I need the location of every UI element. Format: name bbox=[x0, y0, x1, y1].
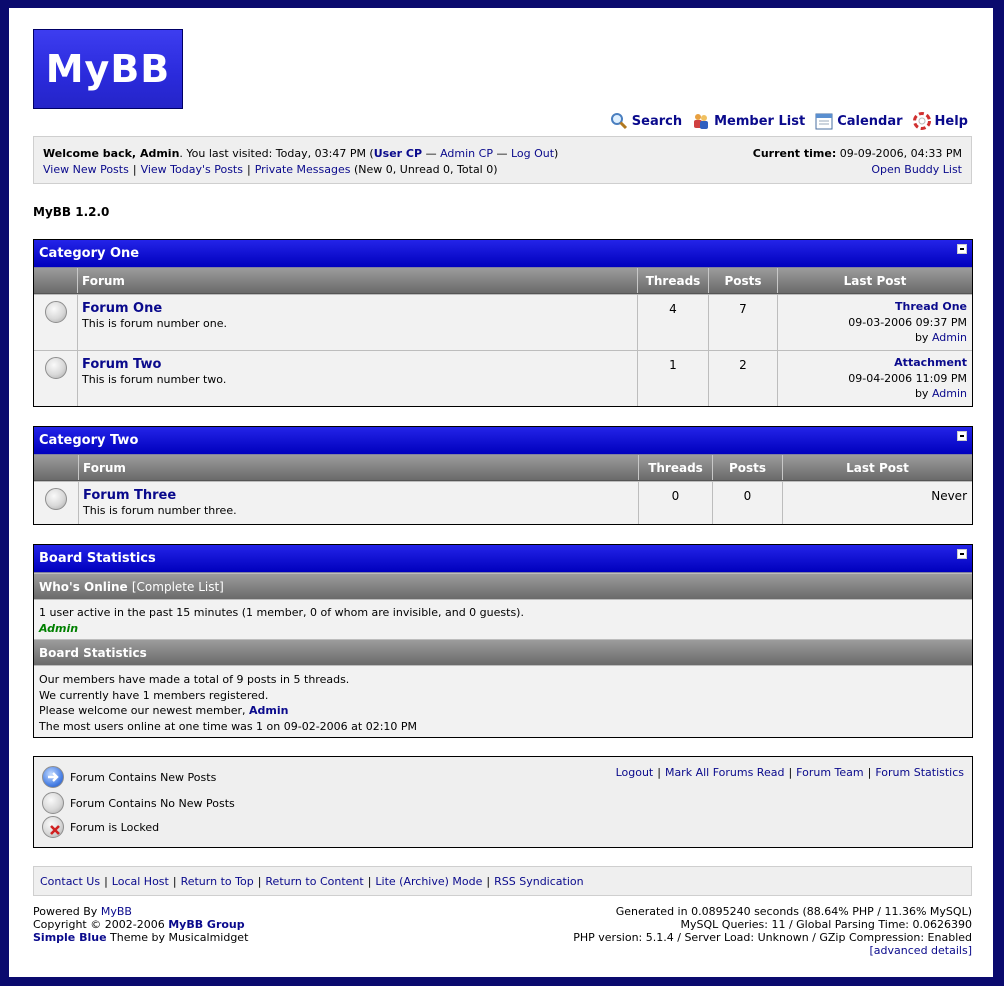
legend-links bbox=[616, 766, 964, 779]
forum-row bbox=[34, 350, 972, 406]
online-user-link[interactable]: Admin bbox=[39, 621, 79, 635]
threads-column-header: Threads bbox=[637, 268, 708, 293]
by-label: by bbox=[914, 387, 932, 400]
mybb-logo[interactable] bbox=[33, 29, 183, 109]
stats-title: Board Statistics bbox=[39, 551, 156, 566]
forum-description: This is forum number one. bbox=[82, 317, 227, 330]
category-two-table bbox=[33, 426, 973, 525]
welcome-greeting: Welcome back, Admin bbox=[43, 147, 180, 160]
collapse-icon[interactable] bbox=[957, 244, 967, 254]
thread-count: 4 bbox=[637, 295, 708, 350]
debug-info bbox=[573, 905, 972, 957]
category-header bbox=[34, 240, 972, 268]
board-statistics-table bbox=[33, 544, 973, 738]
rss-syndication-link[interactable]: RSS Syndication bbox=[494, 874, 584, 888]
separator: | bbox=[246, 163, 251, 176]
posts-column-header: Posts bbox=[708, 268, 777, 293]
forum-status bbox=[34, 351, 77, 406]
separator: | bbox=[788, 766, 793, 779]
forum-row bbox=[34, 481, 972, 524]
members-registered-text: We currently have 1 members registered. bbox=[39, 688, 269, 702]
separator: | bbox=[867, 766, 872, 779]
posts-column-header: Posts bbox=[712, 455, 782, 480]
lite-archive-link[interactable]: Lite (Archive) Mode bbox=[375, 874, 483, 888]
category-title[interactable]: Category Two bbox=[39, 433, 139, 448]
forum-cell bbox=[78, 482, 638, 524]
legend-locked-label: Forum is Locked bbox=[70, 820, 160, 834]
forum-statistics-link[interactable]: Forum Statistics bbox=[875, 766, 964, 779]
paren: ) bbox=[554, 147, 559, 160]
member-list-link[interactable] bbox=[692, 112, 805, 130]
help-link[interactable] bbox=[913, 112, 968, 130]
posts-total-text: Our members have made a total of 9 posts in 5 threads. bbox=[39, 673, 350, 686]
stats-body bbox=[34, 665, 972, 737]
category-header bbox=[34, 427, 972, 455]
icon-column-header bbox=[34, 455, 78, 480]
advanced-details-link[interactable]: [advanced details] bbox=[869, 944, 972, 957]
separator: | bbox=[257, 874, 262, 888]
forum-name-link[interactable]: Forum Three bbox=[83, 488, 177, 503]
members-icon bbox=[692, 112, 710, 130]
by-label: by bbox=[914, 331, 932, 344]
generation-time: Generated in 0.0895240 seconds (88.64% PHP / 11.36% MySQL) bbox=[615, 905, 972, 918]
forum-legend bbox=[33, 756, 973, 848]
new-posts-icon bbox=[42, 766, 64, 788]
whos-online-body bbox=[34, 599, 972, 639]
last-post-date: 09-04-2006 11:09 PM bbox=[848, 371, 967, 385]
powered-by-text: Powered By bbox=[33, 905, 101, 918]
forum-status bbox=[34, 482, 78, 524]
last-visited-text: . You last visited: Today, 03:47 PM ( bbox=[179, 147, 374, 160]
page bbox=[9, 8, 993, 977]
threads-column-header: Threads bbox=[638, 455, 712, 480]
view-todays-posts-link[interactable]: View Today's Posts bbox=[140, 163, 243, 176]
forum-row bbox=[34, 294, 972, 350]
help-label: Help bbox=[934, 113, 968, 129]
local-host-link[interactable]: Local Host bbox=[111, 874, 169, 888]
post-count: 2 bbox=[708, 351, 777, 406]
calendar-link[interactable] bbox=[815, 112, 902, 130]
return-to-top-link[interactable]: Return to Top bbox=[180, 874, 254, 888]
admin-cp-link[interactable]: Admin CP bbox=[440, 147, 493, 160]
board-version: MyBB 1.2.0 bbox=[33, 205, 110, 219]
separator: | bbox=[486, 874, 491, 888]
column-headers bbox=[34, 455, 972, 481]
last-post-user-link[interactable]: Admin bbox=[931, 387, 967, 400]
legend-none bbox=[42, 792, 235, 814]
welcome-panel bbox=[33, 136, 972, 184]
post-count: 0 bbox=[712, 482, 782, 524]
pm-counts: (New 0, Unread 0, Total 0) bbox=[350, 163, 498, 176]
private-messages-link[interactable]: Private Messages bbox=[254, 163, 351, 176]
top-links bbox=[610, 112, 968, 130]
logo-text: MyBB bbox=[45, 47, 171, 91]
stats-header bbox=[34, 545, 972, 573]
welcome-left bbox=[43, 146, 558, 178]
current-time-value: 09-09-2006, 04:33 PM bbox=[836, 147, 962, 160]
whos-online-header bbox=[34, 573, 972, 599]
copyright bbox=[33, 905, 248, 944]
view-new-posts-link[interactable]: View New Posts bbox=[43, 163, 129, 176]
mybb-group-link[interactable]: MyBB Group bbox=[168, 918, 245, 931]
theme-link[interactable]: Simple Blue bbox=[33, 931, 107, 944]
welcome-right bbox=[753, 146, 962, 178]
locked-icon bbox=[42, 816, 64, 838]
contact-us-link[interactable]: Contact Us bbox=[40, 874, 101, 888]
last-post-user-link[interactable]: Admin bbox=[931, 331, 967, 344]
member-list-label: Member List bbox=[714, 113, 806, 129]
logout-link[interactable]: Log Out bbox=[510, 147, 555, 160]
legend-none-label: Forum Contains No New Posts bbox=[70, 796, 235, 810]
newest-member-text: Please welcome our newest member, bbox=[39, 704, 249, 717]
separator: | bbox=[657, 766, 661, 779]
forum-name-link[interactable]: Forum Two bbox=[82, 357, 162, 372]
separator: — bbox=[422, 147, 441, 160]
newest-member-link[interactable]: Admin bbox=[249, 704, 289, 717]
active-users-text: 1 user active in the past 15 minutes (1 member, 0 of whom are invisible, and 0 guests). bbox=[39, 606, 524, 619]
search-icon bbox=[610, 112, 628, 130]
search-label: Search bbox=[631, 113, 683, 129]
forum-name-link[interactable]: Forum One bbox=[82, 301, 163, 316]
user-cp-link[interactable]: User CP bbox=[373, 147, 423, 160]
separator: | bbox=[367, 874, 372, 888]
most-online-text: The most users online at one time was 1 on 09-02-2006 at 02:10 PM bbox=[39, 719, 418, 733]
complete-list-link[interactable]: [Complete List] bbox=[131, 579, 224, 594]
collapse-icon[interactable] bbox=[957, 549, 967, 559]
forum-cell bbox=[77, 351, 637, 406]
separator: — bbox=[492, 147, 511, 160]
last-post-thread-link[interactable]: Attachment bbox=[894, 356, 967, 369]
help-icon bbox=[913, 112, 931, 130]
current-time-label: Current time: bbox=[752, 147, 837, 160]
last-post-cell bbox=[777, 351, 972, 406]
buddy-list-link[interactable]: Open Buddy List bbox=[871, 163, 962, 176]
mark-all-read-link[interactable]: Mark All Forums Read bbox=[664, 766, 785, 779]
forum-column-header: Forum bbox=[78, 455, 638, 480]
search-link[interactable] bbox=[610, 112, 682, 130]
no-new-posts-icon bbox=[45, 301, 67, 323]
return-to-content-link[interactable]: Return to Content bbox=[265, 874, 364, 888]
calendar-icon bbox=[815, 112, 833, 130]
column-headers bbox=[34, 268, 972, 294]
forum-cell bbox=[77, 295, 637, 350]
calendar-label: Calendar bbox=[837, 113, 903, 129]
forum-description: This is forum number two. bbox=[82, 373, 227, 386]
collapse-icon[interactable] bbox=[957, 431, 967, 441]
post-count: 7 bbox=[708, 295, 777, 350]
forum-status bbox=[34, 295, 77, 350]
last-post-never: Never bbox=[782, 482, 972, 524]
no-new-posts-icon bbox=[42, 792, 64, 814]
legend-locked bbox=[42, 816, 159, 838]
category-one-table bbox=[33, 239, 973, 407]
no-new-posts-icon bbox=[45, 357, 67, 379]
legend-new-label: Forum Contains New Posts bbox=[70, 770, 217, 784]
php-version: PHP version: 5.1.4 / Server Load: Unknown / GZip Compression: Enabled bbox=[573, 931, 972, 944]
whos-online-title: Who's Online bbox=[39, 579, 128, 594]
copyright-text: Copyright © 2002-2006 bbox=[33, 918, 169, 931]
footer-links bbox=[33, 866, 972, 896]
last-post-date: 09-03-2006 09:37 PM bbox=[848, 315, 967, 329]
thread-count: 1 bbox=[637, 351, 708, 406]
icon-column-header bbox=[34, 268, 77, 293]
forum-description: This is forum number three. bbox=[83, 504, 237, 517]
last-post-column-header: Last Post bbox=[782, 455, 972, 480]
legend-new bbox=[42, 766, 216, 788]
forum-column-header: Forum bbox=[77, 268, 637, 293]
theme-by-text: Theme by Musicalmidget bbox=[106, 931, 249, 944]
category-title[interactable]: Category One bbox=[39, 246, 140, 261]
stats-subheader: Board Statistics bbox=[34, 639, 972, 665]
separator: | bbox=[132, 163, 137, 176]
separator: | bbox=[172, 874, 177, 888]
thread-count: 0 bbox=[638, 482, 712, 524]
mysql-queries: MySQL Queries: 11 / Global Parsing Time: 0.0626390 bbox=[680, 918, 972, 931]
last-post-cell bbox=[777, 295, 972, 350]
no-new-posts-icon bbox=[45, 488, 67, 510]
logout-link[interactable]: Logout bbox=[615, 766, 654, 779]
forum-team-link[interactable]: Forum Team bbox=[796, 766, 864, 779]
separator: | bbox=[104, 874, 108, 888]
last-post-column-header: Last Post bbox=[777, 268, 972, 293]
mybb-link[interactable]: MyBB bbox=[100, 905, 132, 918]
last-post-thread-link[interactable]: Thread One bbox=[895, 300, 967, 313]
